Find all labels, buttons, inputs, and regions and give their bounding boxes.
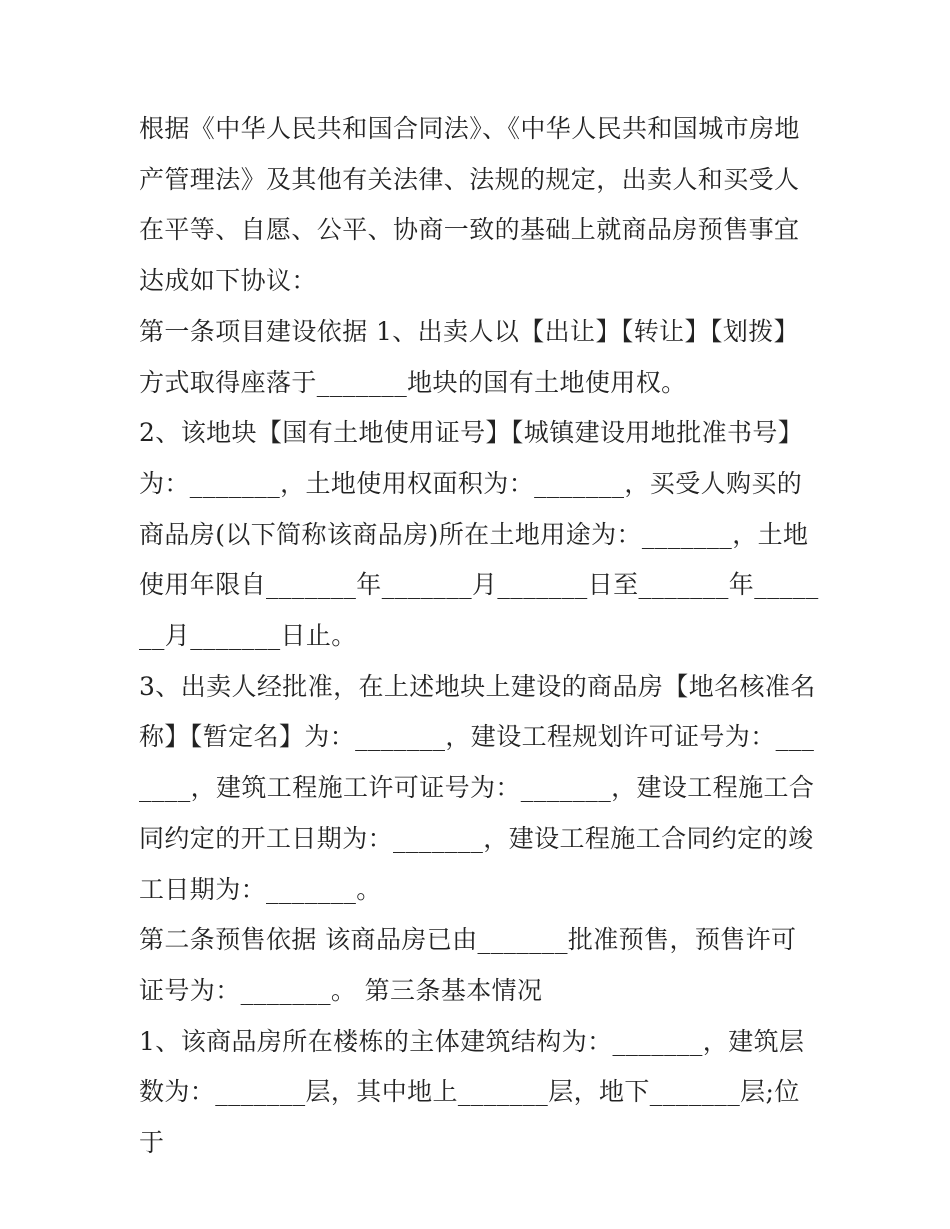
article-3-clause-1: 1、该商品房所在楼栋的主体建筑结构为：_______，建筑层数为：_______层，其中地上_______层，地下_______层;位于 [139, 1026, 805, 1158]
article-2-paragraph: 第二条预售依据 该商品房已由_______批准预售，预售许可证号为：_______。 第三条基本情况 [139, 925, 797, 1005]
contract-body [139, 104, 819, 1169]
article-1-clause-3: 3、出卖人经批准，在上述地块上建设的商品房【地名核准名称】【暂定名】为：_______，建设工程规划许可证号为：_______，建筑工程施工许可证号为：_______，建设工程施工合同约定的开工日期为：_______，建设工程施工合同约定的竣工日期为：_______。 [139, 671, 816, 904]
article-1-clause-2: 2、该地块【国有土地使用证号】【城镇建设用地批准书号】为：_______，土地使用权面积为：_______，买受人购买的商品房(以下简称该商品房)所在土地用途为：_______，土地使用年限自_______年_______月_______日至_______年_______月_______日止。 [139, 418, 819, 651]
article-1-clause-1: 第一条项目建设依据 1、出卖人以【出让】【转让】【划拨】方式取得座落于_______地块的国有土地使用权。 [139, 316, 800, 397]
preamble-paragraph: 根据《中华人民共和国合同法》、《中华人民共和国城市房地产管理法》及其他有关法律、法规的规定，出卖人和买受人在平等、自愿、公平、协商一致的基础上就商品房预售事宜达成如下协议： [139, 114, 800, 296]
